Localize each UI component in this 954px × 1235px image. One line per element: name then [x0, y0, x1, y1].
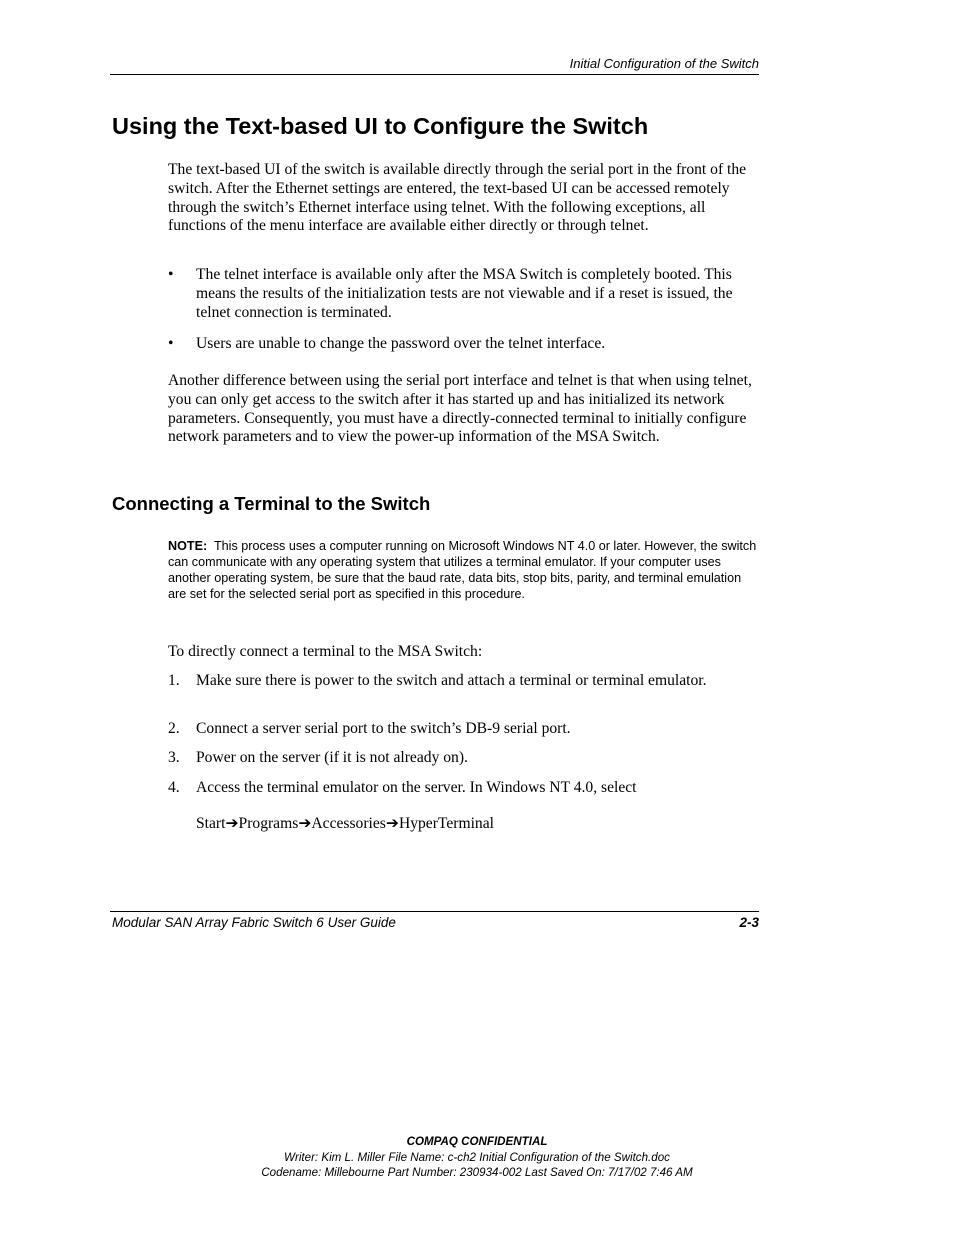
arrow-right-icon: ➔ [298, 815, 312, 832]
note-block [168, 538, 760, 602]
list-item [168, 720, 760, 739]
bullet-icon: • [168, 266, 174, 283]
step-number: 2. [168, 720, 180, 737]
note-label: NOTE: [168, 539, 208, 553]
closing-paragraph: Another difference between using the serial port interface and telnet is that when using telnet, you can only get access to the switch after it has started up and has initialized its network parameters. Consequently, you must have a directly-connected terminal to initially configure network parameters and to view the power-up information of the MSA Switch. [168, 372, 752, 446]
list-item [168, 779, 760, 798]
subsection-title: Connecting a Terminal to the Switch [112, 493, 431, 514]
bullet-text: Users are unable to change the password over the telnet interface. [196, 335, 606, 352]
footer-rule [110, 911, 759, 912]
menu-path-hyperterminal: HyperTerminal [398, 815, 494, 832]
bullet-icon: • [168, 335, 174, 352]
step-text: Connect a server serial port to the switch’s DB-9 serial port. [196, 720, 571, 737]
menu-path-accessories: Accessories [311, 815, 386, 832]
note-text: This process uses a computer running on Microsoft Windows NT 4.0 or later. However, the switch can communicate with any operating system that utilizes a terminal emulator. If your computer uses another operating system, be sure that the baud rate, data bits, stop bits, parity, and terminal emulation are set for the selected serial port as specified in this procedure. [168, 539, 757, 601]
footer-guide-title: Modular SAN Array Fabric Switch 6 User Guide [112, 915, 396, 930]
step-number: 1. [168, 672, 180, 689]
page-number: 2-3 [739, 915, 759, 930]
list-item [168, 266, 760, 322]
confidential-codename-line: Codename: Millebourne Part Number: 230934-002 Last Saved On: 7/17/02 7:46 AM [261, 1166, 693, 1179]
list-item [168, 672, 760, 691]
step-text: Access the terminal emulator on the server. In Windows NT 4.0, select [196, 779, 637, 796]
menu-path [196, 815, 494, 834]
confidential-title: COMPAQ CONFIDENTIAL [406, 1135, 548, 1148]
list-item [168, 749, 760, 768]
header-rule [110, 74, 759, 75]
arrow-right-icon: ➔ [225, 815, 239, 832]
step-text: Make sure there is power to the switch and attach a terminal or terminal emulator. [196, 672, 707, 689]
step-number: 4. [168, 779, 180, 796]
menu-path-start: Start [196, 815, 226, 832]
menu-path-programs: Programs [238, 815, 299, 832]
confidential-block [0, 1134, 954, 1181]
intro-paragraph: The text-based UI of the switch is available directly through the serial port in the front of the switch. After the Ethernet settings are entered, the text-based UI can be accessed remotely through the switch’s Ethernet interface using telnet. With the following exceptions, all functions of the menu interface are available either directly or through telnet. [168, 161, 747, 235]
step-text: Power on the server (if it is not already on). [196, 749, 468, 766]
procedure-lead: To directly connect a terminal to the MSA Switch: [168, 643, 483, 660]
list-item [168, 335, 760, 354]
step-number: 3. [168, 749, 180, 766]
arrow-right-icon: ➔ [385, 815, 399, 832]
bullet-text: The telnet interface is available only after the MSA Switch is completely booted. This means the results of the initialization tests are not viewable and if a reset is issued, the telnet connection is terminated. [196, 266, 733, 321]
confidential-writer-line: Writer: Kim L. Miller File Name: c-ch2 Initial Configuration of the Switch.doc [284, 1150, 670, 1164]
section-title: Using the Text-based UI to Configure the Switch [112, 113, 649, 139]
running-header: Initial Configuration of the Switch [569, 56, 759, 71]
